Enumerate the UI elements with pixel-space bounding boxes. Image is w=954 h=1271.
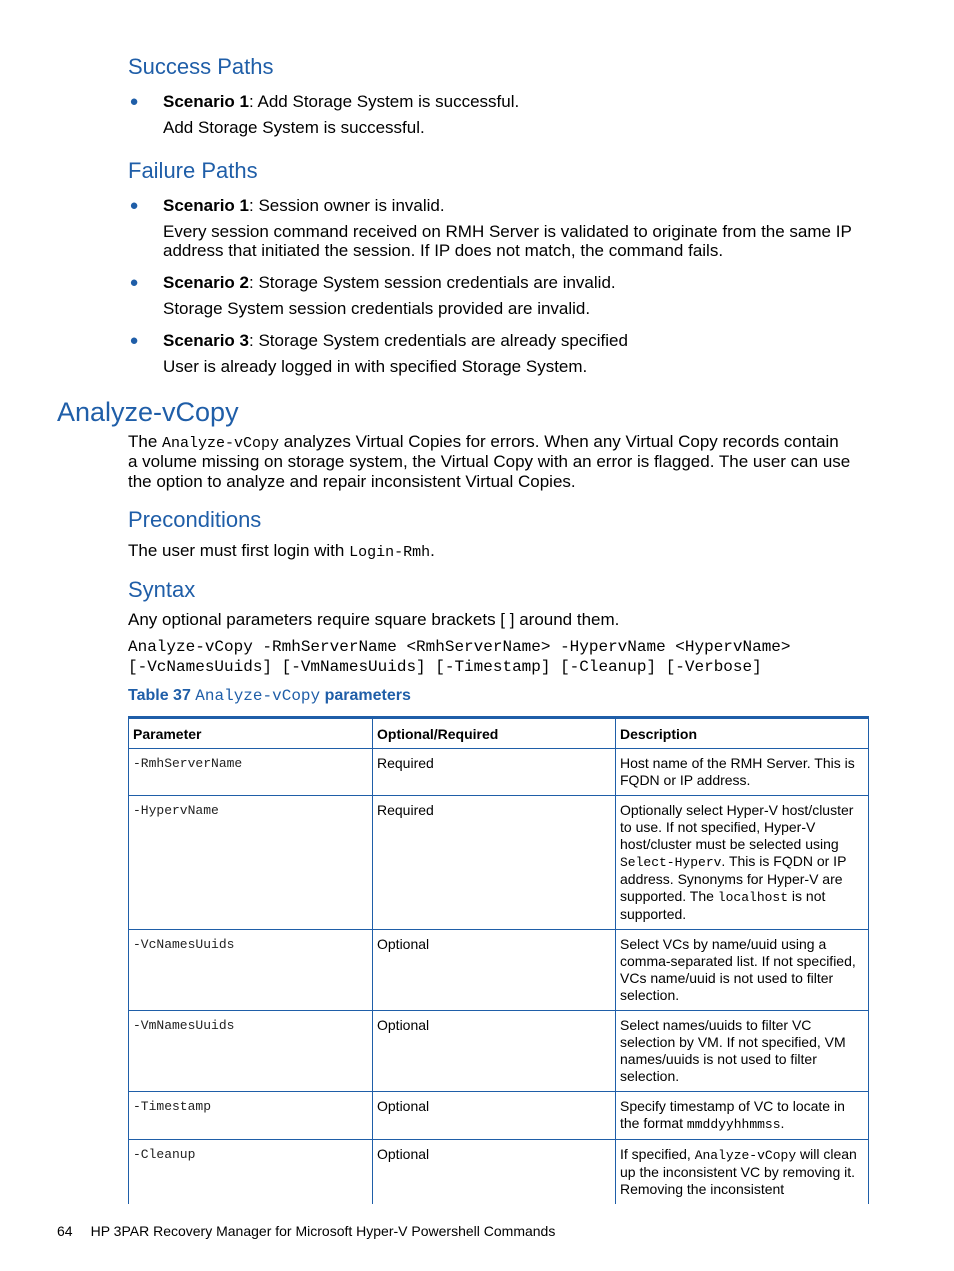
param-required: Optional (373, 1011, 616, 1092)
table-row (129, 796, 869, 930)
parameters-table (128, 716, 869, 1204)
param-description (616, 1092, 869, 1140)
param-name: -RmhServerName (129, 749, 373, 796)
desc-text: If specified, (620, 1146, 695, 1162)
param-required: Required (373, 796, 616, 930)
syntax-note: Any optional parameters require square brackets [ ] around them. (128, 610, 620, 629)
scenario-summary: : Session owner is invalid. (249, 196, 445, 215)
table-caption-code: Analyze-vCopy (195, 687, 321, 705)
bullet: ● (129, 93, 139, 110)
intro-line-2: a volume missing on storage system, the Virtual Copy with an error is flagged. The user can use (128, 452, 851, 471)
table-caption-suffix: parameters (320, 687, 411, 704)
scenario-label: Scenario 1 (163, 92, 249, 111)
failure-scenario-1 (163, 196, 863, 216)
param-name: -Cleanup (129, 1140, 373, 1205)
table-header-row (129, 718, 869, 749)
param-name: -Timestamp (129, 1092, 373, 1140)
syntax-line-2: [-VcNamesUuids] [-VmNamesUuids] [-Timestamp] [-Cleanup] [-Verbose] (128, 658, 762, 676)
section-title: Analyze-vCopy (57, 397, 239, 427)
desc-text: is not supported. (620, 888, 826, 922)
desc-text: Specify timestamp of VC to locate in the format (620, 1098, 845, 1131)
desc-text: will clean up the inconsistent VC by removing it. Removing the inconsistent (620, 1146, 857, 1197)
scenario-label: Scenario 3 (163, 331, 249, 350)
failure-scenario-2-detail: Storage System session credentials provided are invalid. (163, 299, 591, 318)
param-description (616, 1140, 869, 1205)
success-paths-heading: Success Paths (128, 54, 274, 79)
intro-code: Analyze-vCopy (162, 435, 280, 452)
desc-code: mmddyyhhmmss (686, 1117, 781, 1132)
bullet: ● (129, 274, 139, 291)
table-row (129, 930, 869, 1011)
scenario-summary: : Storage System session credentials are invalid. (249, 273, 616, 292)
desc-text: . This is FQDN or IP address. Synonyms for Hyper-V are supported. The (620, 853, 847, 904)
scenario-label: Scenario 2 (163, 273, 249, 292)
bullet: ● (129, 197, 139, 214)
intro-line-3: the option to analyze and repair inconsistent Virtual Copies. (128, 472, 576, 491)
desc-code: Analyze-vCopy (694, 1148, 797, 1163)
param-required: Required (373, 749, 616, 796)
syntax-line-1: Analyze-vCopy -RmhServerName <RmhServerName> -HypervName <HypervName> (128, 638, 791, 656)
preconditions-code: Login-Rmh (349, 544, 431, 561)
table-caption-prefix: Table 37 (128, 687, 196, 704)
intro-line-1 (128, 432, 870, 454)
param-description (616, 796, 869, 930)
header-description: Description (616, 718, 869, 749)
header-optional-required: Optional/Required (373, 718, 616, 749)
failure-scenario-2 (163, 273, 863, 293)
param-description: Host name of the RMH Server. This is FQDN or IP address. (616, 749, 869, 796)
header-parameter: Parameter (129, 718, 373, 749)
intro-text: The (128, 432, 163, 451)
scenario-summary: : Add Storage System is successful. (249, 92, 520, 111)
success-scenario-1-detail: Add Storage System is successful. (163, 118, 425, 137)
scenario-label: Scenario 1 (163, 196, 249, 215)
preconditions-text-pre: The user must first login with (128, 541, 350, 560)
param-required: Optional (373, 1140, 616, 1205)
desc-text: Optionally select Hyper-V host/cluster to use. If not specified, Hyper-V host/cluster must be selected using (620, 802, 854, 852)
intro-text: analyzes Virtual Copies for errors. When any Virtual Copy records contain (279, 432, 839, 451)
page-footer (57, 1222, 555, 1240)
failure-paths-heading: Failure Paths (128, 158, 258, 183)
param-name: -VmNamesUuids (129, 1011, 373, 1092)
failure-scenario-3 (163, 331, 863, 351)
bullet: ● (129, 332, 139, 349)
scenario-summary: : Storage System credentials are already specified (249, 331, 628, 350)
preconditions-text-post: . (430, 541, 435, 560)
syntax-heading: Syntax (128, 577, 196, 602)
param-description: Select names/uuids to filter VC selection by VM. If not specified, VM names/uuids is not used to filter selection. (616, 1011, 869, 1092)
preconditions-text (128, 541, 870, 563)
preconditions-heading: Preconditions (128, 507, 262, 532)
table-row (129, 1140, 869, 1205)
desc-text: . (780, 1115, 785, 1131)
param-description: Select VCs by name/uuid using a comma-separated list. If not specified, VCs name/uuid is not used to filter selection. (616, 930, 869, 1011)
failure-scenario-1-detail-line-1: Every session command received on RMH Server is validated to originate from the same IP (163, 222, 852, 241)
failure-scenario-1-detail-line-2: address that initiated the session. If IP does not match, the command fails. (163, 241, 724, 260)
table-row (129, 1011, 869, 1092)
success-scenario-1 (163, 92, 863, 112)
param-required: Optional (373, 1092, 616, 1140)
desc-code: Select-Hyperv (620, 855, 722, 870)
param-required: Optional (373, 930, 616, 1011)
table-row (129, 749, 869, 796)
param-name: -VcNamesUuids (129, 930, 373, 1011)
failure-scenario-3-detail: User is already logged in with specified Storage System. (163, 357, 588, 376)
desc-code: localhost (717, 890, 789, 905)
param-name: -HypervName (129, 796, 373, 930)
page-number: 64 (57, 1223, 73, 1239)
footer-title: HP 3PAR Recovery Manager for Microsoft Hyper-V Powershell Commands (90, 1223, 556, 1239)
table-row (129, 1092, 869, 1140)
table-caption (128, 686, 411, 706)
